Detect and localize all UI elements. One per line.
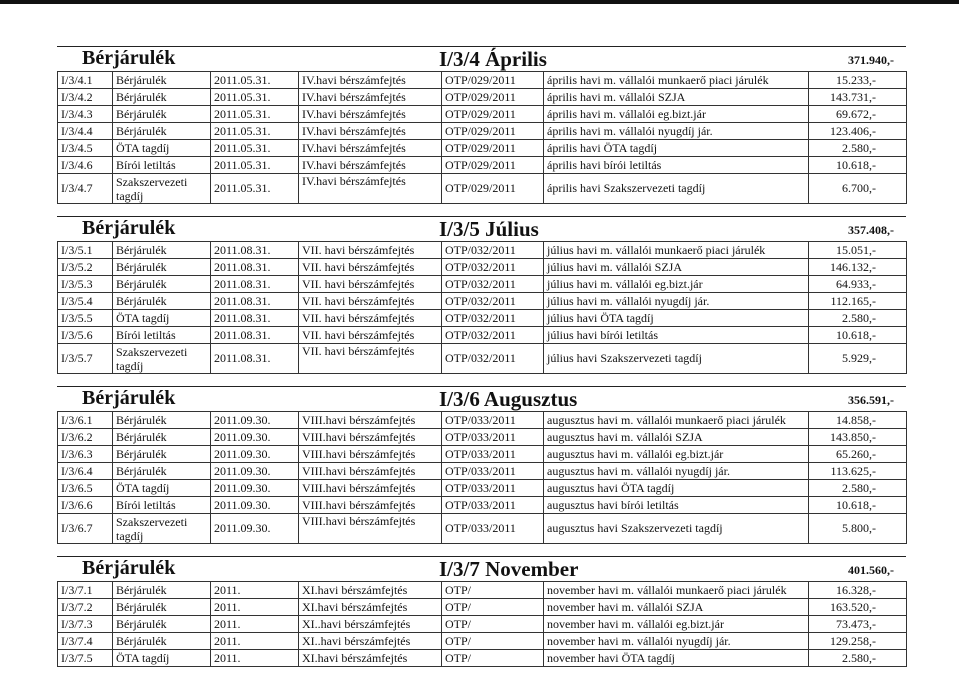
- section-rows: [58, 242, 907, 374]
- row-date-cell: 2011.05.31.: [211, 174, 299, 204]
- row-note-cell: november havi ÖTA tagdíj: [544, 650, 809, 667]
- table-row: [58, 89, 907, 106]
- row-amount-cell: 163.520,-: [809, 599, 907, 616]
- row-amount-cell: 2.580,-: [809, 480, 907, 497]
- row-date-cell: 2011.05.31.: [211, 72, 299, 89]
- row-reference-cell: OTP/032/2011: [442, 293, 544, 310]
- table-row: [58, 514, 907, 544]
- row-amount-cell: 69.672,-: [809, 106, 907, 123]
- row-type-cell: Szakszervezeti tagdíj: [113, 174, 211, 204]
- row-code-cell: I/3/6.5: [58, 480, 113, 497]
- row-description-cell: IV.havi bérszámfejtés: [299, 106, 442, 123]
- row-note-cell: április havi m. vállalói eg.bizt.jár: [544, 106, 809, 123]
- row-note-cell: április havi m. vállalói nyugdíj jár.: [544, 123, 809, 140]
- row-type-cell: Bérjárulék: [113, 599, 211, 616]
- row-code-cell: I/3/5.7: [58, 344, 113, 374]
- row-date-cell: 2011.09.30.: [211, 514, 299, 544]
- row-amount-cell: 112.165,-: [809, 293, 907, 310]
- row-code-cell: I/3/4.2: [58, 89, 113, 106]
- row-description-cell: VIII.havi bérszámfejtés: [299, 480, 442, 497]
- row-type-cell: Bérjárulék: [113, 446, 211, 463]
- table-row: [58, 140, 907, 157]
- row-date-cell: 2011.05.31.: [211, 89, 299, 106]
- row-reference-cell: OTP/033/2011: [442, 429, 544, 446]
- row-type-cell: ÖTA tagdíj: [113, 650, 211, 667]
- section-april: [57, 46, 906, 204]
- row-date-cell: 2011.09.30.: [211, 446, 299, 463]
- section-title: I/3/7 November: [439, 557, 579, 581]
- table-row: [58, 276, 907, 293]
- section-label: Bérjárulék: [82, 217, 176, 239]
- row-date-cell: 2011.: [211, 633, 299, 650]
- row-note-cell: november havi m. vállalói SZJA: [544, 599, 809, 616]
- row-type-cell: Bérjárulék: [113, 276, 211, 293]
- row-code-cell: I/3/6.4: [58, 463, 113, 480]
- row-date-cell: 2011.: [211, 599, 299, 616]
- row-reference-cell: OTP/032/2011: [442, 344, 544, 374]
- row-code-cell: I/3/7.5: [58, 650, 113, 667]
- row-reference-cell: OTP/029/2011: [442, 157, 544, 174]
- table-row: [58, 446, 907, 463]
- row-reference-cell: OTP/029/2011: [442, 89, 544, 106]
- row-amount-cell: 73.473,-: [809, 616, 907, 633]
- row-amount-cell: 2.580,-: [809, 140, 907, 157]
- row-code-cell: I/3/7.4: [58, 633, 113, 650]
- table-row: [58, 327, 907, 344]
- row-type-cell: Bérjárulék: [113, 242, 211, 259]
- row-description-cell: VIII.havi bérszámfejtés: [299, 446, 442, 463]
- row-reference-cell: OTP/029/2011: [442, 174, 544, 204]
- row-reference-cell: OTP/: [442, 633, 544, 650]
- row-date-cell: 2011.08.31.: [211, 242, 299, 259]
- row-type-cell: ÖTA tagdíj: [113, 310, 211, 327]
- row-amount-cell: 146.132,-: [809, 259, 907, 276]
- row-note-cell: július havi m. vállalói SZJA: [544, 259, 809, 276]
- row-reference-cell: OTP/: [442, 599, 544, 616]
- row-amount-cell: 113.625,-: [809, 463, 907, 480]
- row-reference-cell: OTP/: [442, 616, 544, 633]
- row-reference-cell: OTP/033/2011: [442, 480, 544, 497]
- row-description-cell: XI..havi bérszámfejtés: [299, 633, 442, 650]
- row-description-cell: VII. havi bérszámfejtés: [299, 344, 442, 374]
- row-type-cell: Bérjárulék: [113, 412, 211, 429]
- row-reference-cell: OTP/: [442, 582, 544, 599]
- row-date-cell: 2011.09.30.: [211, 480, 299, 497]
- row-code-cell: I/3/4.1: [58, 72, 113, 89]
- row-type-cell: Bérjárulék: [113, 123, 211, 140]
- row-description-cell: VII. havi bérszámfejtés: [299, 327, 442, 344]
- row-reference-cell: OTP/032/2011: [442, 327, 544, 344]
- row-type-cell: ÖTA tagdíj: [113, 140, 211, 157]
- row-description-cell: VIII.havi bérszámfejtés: [299, 412, 442, 429]
- section-label: Bérjárulék: [82, 387, 176, 409]
- row-type-cell: Bérjárulék: [113, 616, 211, 633]
- row-code-cell: I/3/4.4: [58, 123, 113, 140]
- section-label: Bérjárulék: [82, 47, 176, 69]
- row-amount-cell: 64.933,-: [809, 276, 907, 293]
- row-description-cell: VII. havi bérszámfejtés: [299, 259, 442, 276]
- row-note-cell: július havi ÖTA tagdíj: [544, 310, 809, 327]
- row-date-cell: 2011.09.30.: [211, 463, 299, 480]
- section-total: 371.940,-: [848, 53, 894, 67]
- row-code-cell: I/3/4.3: [58, 106, 113, 123]
- row-date-cell: 2011.08.31.: [211, 344, 299, 374]
- table-row: [58, 480, 907, 497]
- row-code-cell: I/3/6.1: [58, 412, 113, 429]
- row-reference-cell: OTP/033/2011: [442, 446, 544, 463]
- row-date-cell: 2011.: [211, 582, 299, 599]
- row-amount-cell: 6.700,-: [809, 174, 907, 204]
- row-note-cell: július havi m. vállalói eg.bizt.jár: [544, 276, 809, 293]
- row-type-cell: Bírói letiltás: [113, 497, 211, 514]
- row-note-cell: augusztus havi ÖTA tagdíj: [544, 480, 809, 497]
- row-date-cell: 2011.08.31.: [211, 327, 299, 344]
- row-amount-cell: 143.731,-: [809, 89, 907, 106]
- section-title: I/3/5 Július: [439, 217, 539, 241]
- row-note-cell: április havi Szakszervezeti tagdíj: [544, 174, 809, 204]
- section-table: [57, 241, 907, 374]
- row-amount-cell: 15.051,-: [809, 242, 907, 259]
- section-title: I/3/4 Április: [439, 47, 547, 71]
- table-row: [58, 123, 907, 140]
- row-date-cell: 2011.05.31.: [211, 157, 299, 174]
- row-amount-cell: 65.260,-: [809, 446, 907, 463]
- row-reference-cell: OTP/029/2011: [442, 72, 544, 89]
- row-note-cell: április havi bírói letiltás: [544, 157, 809, 174]
- row-amount-cell: 2.580,-: [809, 650, 907, 667]
- row-reference-cell: OTP/032/2011: [442, 276, 544, 293]
- row-date-cell: 2011.05.31.: [211, 123, 299, 140]
- section-total: 356.591,-: [848, 393, 894, 407]
- table-row: [58, 463, 907, 480]
- row-amount-cell: 2.580,-: [809, 310, 907, 327]
- row-note-cell: április havi m. vállalói SZJA: [544, 89, 809, 106]
- section-rows: [58, 72, 907, 204]
- section-table: [57, 581, 907, 667]
- section-header: [57, 387, 906, 411]
- row-note-cell: augusztus havi m. vállalói nyugdíj jár.: [544, 463, 809, 480]
- row-type-cell: Bérjárulék: [113, 106, 211, 123]
- row-note-cell: november havi m. vállalói eg.bizt.jár: [544, 616, 809, 633]
- row-type-cell: Bérjárulék: [113, 259, 211, 276]
- row-description-cell: VIII.havi bérszámfejtés: [299, 514, 442, 544]
- row-type-cell: Bérjárulék: [113, 463, 211, 480]
- row-amount-cell: 16.328,-: [809, 582, 907, 599]
- row-type-cell: Bérjárulék: [113, 633, 211, 650]
- row-reference-cell: OTP/032/2011: [442, 242, 544, 259]
- table-row: [58, 72, 907, 89]
- row-description-cell: VIII.havi bérszámfejtés: [299, 429, 442, 446]
- row-note-cell: augusztus havi m. vállalói SZJA: [544, 429, 809, 446]
- row-code-cell: I/3/7.1: [58, 582, 113, 599]
- table-row: [58, 242, 907, 259]
- row-amount-cell: 123.406,-: [809, 123, 907, 140]
- row-date-cell: 2011.08.31.: [211, 276, 299, 293]
- row-reference-cell: OTP/029/2011: [442, 123, 544, 140]
- row-code-cell: I/3/6.7: [58, 514, 113, 544]
- row-note-cell: november havi m. vállalói nyugdíj jár.: [544, 633, 809, 650]
- row-code-cell: I/3/7.3: [58, 616, 113, 633]
- row-note-cell: április havi ÖTA tagdíj: [544, 140, 809, 157]
- section-total: 401.560,-: [848, 563, 894, 577]
- row-code-cell: I/3/5.3: [58, 276, 113, 293]
- row-date-cell: 2011.: [211, 650, 299, 667]
- row-type-cell: Szakszervezeti tagdíj: [113, 514, 211, 544]
- row-note-cell: július havi m. vállalói munkaerő piaci járulék: [544, 242, 809, 259]
- row-note-cell: július havi Szakszervezeti tagdíj: [544, 344, 809, 374]
- row-reference-cell: OTP/032/2011: [442, 259, 544, 276]
- row-type-cell: Szakszervezeti tagdíj: [113, 344, 211, 374]
- row-note-cell: április havi m. vállalói munkaerő piaci járulék: [544, 72, 809, 89]
- row-amount-cell: 129.258,-: [809, 633, 907, 650]
- table-row: [58, 633, 907, 650]
- row-type-cell: Bérjárulék: [113, 582, 211, 599]
- row-description-cell: IV.havi bérszámfejtés: [299, 89, 442, 106]
- row-code-cell: I/3/4.5: [58, 140, 113, 157]
- section-november: [57, 556, 906, 667]
- row-code-cell: I/3/5.1: [58, 242, 113, 259]
- row-amount-cell: 143.850,-: [809, 429, 907, 446]
- row-description-cell: VII. havi bérszámfejtés: [299, 293, 442, 310]
- table-row: [58, 157, 907, 174]
- row-reference-cell: OTP/: [442, 650, 544, 667]
- row-code-cell: I/3/6.2: [58, 429, 113, 446]
- row-date-cell: 2011.: [211, 616, 299, 633]
- row-description-cell: VIII.havi bérszámfejtés: [299, 497, 442, 514]
- row-code-cell: I/3/5.4: [58, 293, 113, 310]
- row-description-cell: IV.havi bérszámfejtés: [299, 174, 442, 204]
- table-row: [58, 174, 907, 204]
- section-rows: [58, 412, 907, 544]
- section-july: [57, 216, 906, 374]
- row-description-cell: IV.havi bérszámfejtés: [299, 123, 442, 140]
- row-code-cell: I/3/6.3: [58, 446, 113, 463]
- table-row: [58, 599, 907, 616]
- row-description-cell: XI.havi bérszámfejtés: [299, 650, 442, 667]
- row-note-cell: július havi bírói letiltás: [544, 327, 809, 344]
- section-table: [57, 71, 907, 204]
- table-row: [58, 293, 907, 310]
- row-date-cell: 2011.05.31.: [211, 106, 299, 123]
- row-amount-cell: 10.618,-: [809, 157, 907, 174]
- row-reference-cell: OTP/033/2011: [442, 463, 544, 480]
- row-note-cell: augusztus havi m. vállalói munkaerő piaci járulék: [544, 412, 809, 429]
- row-reference-cell: OTP/029/2011: [442, 106, 544, 123]
- section-rows: [58, 582, 907, 667]
- section-table: [57, 411, 907, 544]
- row-description-cell: XI.havi bérszámfejtés: [299, 599, 442, 616]
- row-amount-cell: 10.618,-: [809, 327, 907, 344]
- row-type-cell: Bérjárulék: [113, 293, 211, 310]
- row-date-cell: 2011.08.31.: [211, 310, 299, 327]
- section-title: I/3/6 Augusztus: [439, 387, 578, 411]
- row-reference-cell: OTP/033/2011: [442, 497, 544, 514]
- row-description-cell: VII. havi bérszámfejtés: [299, 310, 442, 327]
- row-date-cell: 2011.09.30.: [211, 497, 299, 514]
- row-type-cell: Bírói letiltás: [113, 157, 211, 174]
- table-row: [58, 412, 907, 429]
- section-header: [57, 47, 906, 71]
- row-note-cell: augusztus havi bírói letiltás: [544, 497, 809, 514]
- row-code-cell: I/3/4.6: [58, 157, 113, 174]
- row-description-cell: XI..havi bérszámfejtés: [299, 616, 442, 633]
- section-label: Bérjárulék: [82, 557, 176, 579]
- row-type-cell: Bírói letiltás: [113, 327, 211, 344]
- section-header: [57, 217, 906, 241]
- row-amount-cell: 10.618,-: [809, 497, 907, 514]
- row-amount-cell: 5.800,-: [809, 514, 907, 544]
- table-row: [58, 497, 907, 514]
- row-type-cell: Bérjárulék: [113, 429, 211, 446]
- row-note-cell: augusztus havi m. vállalói eg.bizt.jár: [544, 446, 809, 463]
- row-reference-cell: OTP/033/2011: [442, 412, 544, 429]
- table-row: [58, 106, 907, 123]
- row-date-cell: 2011.09.30.: [211, 412, 299, 429]
- row-type-cell: ÖTA tagdíj: [113, 480, 211, 497]
- section-total: 357.408,-: [848, 223, 894, 237]
- row-type-cell: Bérjárulék: [113, 89, 211, 106]
- row-code-cell: I/3/7.2: [58, 599, 113, 616]
- row-note-cell: július havi m. vállalói nyugdíj jár.: [544, 293, 809, 310]
- row-description-cell: IV.havi bérszámfejtés: [299, 72, 442, 89]
- row-date-cell: 2011.08.31.: [211, 293, 299, 310]
- row-description-cell: XI.havi bérszámfejtés: [299, 582, 442, 599]
- table-row: [58, 429, 907, 446]
- table-row: [58, 650, 907, 667]
- row-description-cell: IV.havi bérszámfejtés: [299, 140, 442, 157]
- row-note-cell: augusztus havi Szakszervezeti tagdíj: [544, 514, 809, 544]
- row-reference-cell: OTP/033/2011: [442, 514, 544, 544]
- row-code-cell: I/3/4.7: [58, 174, 113, 204]
- row-description-cell: VII. havi bérszámfejtés: [299, 276, 442, 293]
- row-amount-cell: 15.233,-: [809, 72, 907, 89]
- row-amount-cell: 14.858,-: [809, 412, 907, 429]
- row-description-cell: VII. havi bérszámfejtés: [299, 242, 442, 259]
- row-amount-cell: 5.929,-: [809, 344, 907, 374]
- row-reference-cell: OTP/032/2011: [442, 310, 544, 327]
- row-code-cell: I/3/5.5: [58, 310, 113, 327]
- table-row: [58, 582, 907, 599]
- row-code-cell: I/3/5.2: [58, 259, 113, 276]
- row-date-cell: 2011.09.30.: [211, 429, 299, 446]
- row-date-cell: 2011.08.31.: [211, 259, 299, 276]
- section-august: [57, 386, 906, 544]
- table-row: [58, 259, 907, 276]
- ledger-sheet: [57, 46, 906, 667]
- section-header: [57, 557, 906, 581]
- table-row: [58, 616, 907, 633]
- row-description-cell: VIII.havi bérszámfejtés: [299, 463, 442, 480]
- row-type-cell: Bérjárulék: [113, 72, 211, 89]
- row-code-cell: I/3/6.6: [58, 497, 113, 514]
- row-code-cell: I/3/5.6: [58, 327, 113, 344]
- row-reference-cell: OTP/029/2011: [442, 140, 544, 157]
- top-border-line: [0, 0, 959, 4]
- row-date-cell: 2011.05.31.: [211, 140, 299, 157]
- table-row: [58, 310, 907, 327]
- row-note-cell: november havi m. vállalói munkaerő piaci járulék: [544, 582, 809, 599]
- row-description-cell: IV.havi bérszámfejtés: [299, 157, 442, 174]
- table-row: [58, 344, 907, 374]
